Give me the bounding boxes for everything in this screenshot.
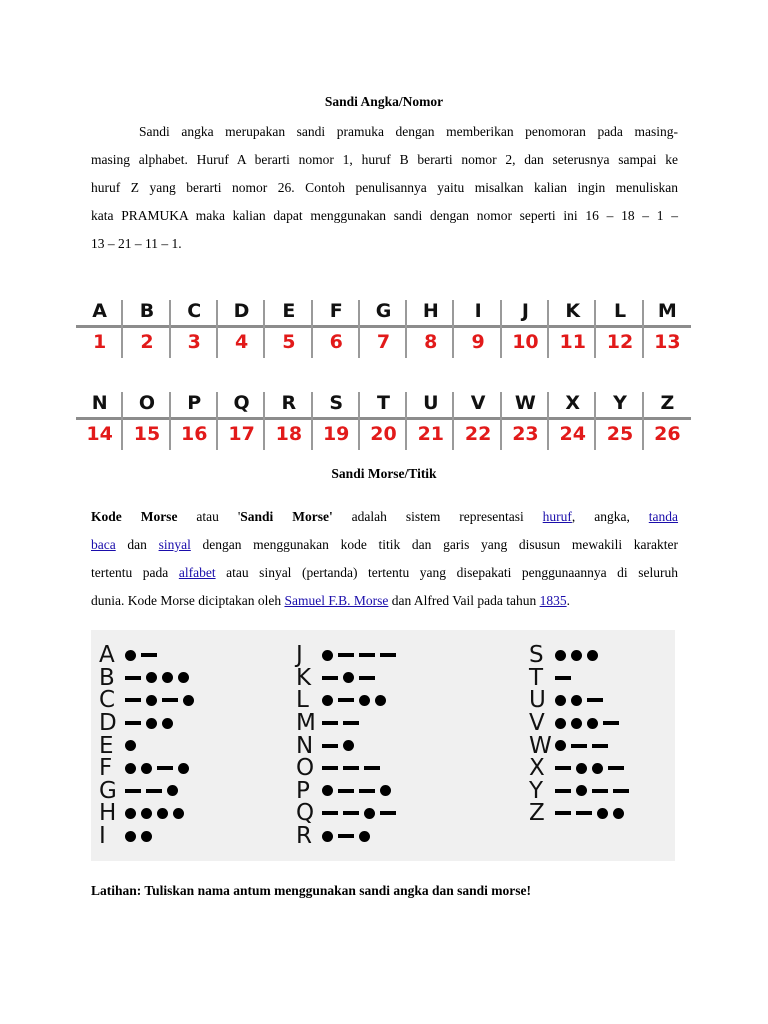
morse-code: [322, 785, 391, 796]
morse-dash: [338, 834, 354, 838]
morse-code: [555, 763, 624, 774]
cell-number: 26: [654, 423, 681, 445]
cell-letter: Y: [613, 392, 627, 414]
morse-dot: [375, 695, 386, 706]
morse-dash: [322, 811, 338, 815]
morse-dot: [576, 785, 587, 796]
morse-code: [322, 831, 370, 842]
morse-dash: [141, 653, 157, 657]
morse-item: [529, 802, 629, 825]
morse-dash: [125, 698, 141, 702]
morse-dash: [125, 676, 141, 680]
morse-code: [322, 650, 396, 661]
number-table-cell: [313, 298, 360, 362]
cell-letter: W: [514, 392, 536, 414]
morse-dot: [125, 740, 136, 751]
morse-dash: [322, 744, 338, 748]
morse-dash: [322, 721, 338, 725]
paragraph-text: dengan menggunakan kode titik dan garis yang disusun mewakili karakter: [190, 537, 678, 552]
morse-dash: [576, 811, 592, 815]
morse-dash: [157, 766, 173, 770]
morse-dot: [183, 695, 194, 706]
morse-dot: [571, 695, 582, 706]
morse-letter: Y: [529, 777, 544, 804]
cell-letter: I: [474, 300, 482, 322]
number-table-cell: [265, 298, 312, 362]
paragraph-text: dan: [115, 537, 159, 552]
morse-column: [529, 644, 629, 825]
cell-number: 17: [228, 423, 255, 445]
quote-mark: ': [237, 509, 241, 524]
morse-code: [125, 695, 194, 706]
morse-dot: [141, 808, 152, 819]
morse-letter: O: [296, 755, 315, 782]
cell-number: 23: [512, 423, 539, 445]
morse-dash: [555, 766, 571, 770]
link-alfabet[interactable]: alfabet: [178, 565, 216, 580]
morse-dot: [597, 808, 608, 819]
morse-letter: C: [99, 687, 116, 714]
cell-number: 20: [370, 423, 397, 445]
number-table-cell: [76, 298, 123, 362]
morse-letter: P: [296, 777, 310, 804]
morse-item: [296, 734, 396, 757]
cell-number: 3: [187, 331, 201, 353]
section-title-sandi-morse: Sandi Morse/Titik: [331, 466, 437, 481]
morse-letter: X: [529, 755, 545, 782]
morse-code: [322, 740, 354, 751]
morse-dash: [571, 744, 587, 748]
text-morse-quoted: Morse': [292, 509, 333, 524]
text-atau: atau: [196, 509, 219, 524]
paragraph-sandi-angka: [91, 118, 678, 258]
morse-dot: [359, 695, 370, 706]
number-table-row: [76, 390, 691, 454]
morse-dot: [146, 672, 157, 683]
morse-dot: [359, 831, 370, 842]
cell-letter: M: [657, 300, 677, 322]
morse-dot: [157, 808, 168, 819]
morse-item: [99, 664, 194, 691]
morse-code: [555, 650, 598, 661]
morse-dot: [322, 785, 333, 796]
morse-dot: [343, 740, 354, 751]
morse-item: [529, 664, 629, 691]
cell-letter: A: [92, 300, 107, 322]
morse-item: [529, 757, 629, 780]
cell-number: 6: [329, 331, 343, 353]
cell-letter: J: [521, 300, 529, 322]
cell-letter: D: [233, 300, 250, 322]
morse-dot: [125, 763, 136, 774]
cell-number: 4: [234, 331, 249, 353]
morse-code: [125, 763, 189, 774]
morse-dot: [592, 763, 603, 774]
morse-dash: [338, 789, 354, 793]
morse-letter: J: [296, 642, 303, 669]
morse-dot: [125, 808, 136, 819]
morse-letter: I: [99, 823, 106, 850]
morse-dot: [322, 695, 333, 706]
morse-item: [99, 712, 194, 735]
number-table-cell: [360, 298, 407, 362]
text-adalah: adalah: [351, 509, 387, 524]
number-table-cell: [502, 390, 549, 454]
morse-code: [555, 808, 624, 819]
morse-code: [125, 808, 184, 819]
morse-letter: U: [529, 687, 546, 714]
morse-letter: Q: [296, 800, 315, 827]
morse-code: [125, 740, 136, 751]
cell-letter: N: [91, 392, 108, 414]
morse-dash: [322, 766, 338, 770]
number-table-cell: [596, 298, 643, 362]
cell-letter: G: [375, 300, 392, 322]
morse-dash: [555, 789, 571, 793]
cell-number: 11: [559, 331, 586, 353]
number-table-cell: [502, 298, 549, 362]
cell-letter: F: [329, 300, 343, 322]
paragraph-sandi-morse: [91, 503, 678, 615]
cell-letter: X: [565, 392, 581, 414]
number-code-table: [76, 298, 691, 454]
morse-dot: [571, 718, 582, 729]
cell-letter: L: [613, 300, 627, 322]
paragraph-text: atau sinyal (pertanda) tertentu yang disepakati penggunaannya di seluruh: [215, 565, 678, 580]
morse-letter: F: [99, 755, 113, 782]
morse-dash: [608, 766, 624, 770]
morse-dash: [364, 766, 380, 770]
morse-dot: [125, 650, 136, 661]
morse-item: [296, 712, 396, 735]
cell-number: 1: [93, 331, 107, 353]
number-table-cell: [218, 390, 265, 454]
number-table-cell: [171, 298, 218, 362]
link-samuel-morse[interactable]: Samuel F.B. Morse: [284, 593, 389, 608]
morse-code: [555, 785, 629, 796]
cell-letter: S: [329, 392, 344, 414]
paragraph-text: dunia. Kode Morse diciptakan oleh: [91, 593, 285, 608]
cell-number: 21: [417, 423, 445, 445]
cell-letter: T: [377, 392, 390, 414]
number-table-cell: [454, 298, 501, 362]
morse-dash: [343, 766, 359, 770]
morse-dot: [571, 650, 582, 661]
morse-item: [529, 689, 629, 712]
paragraph-line: [91, 587, 678, 615]
paragraph-line: [91, 531, 678, 559]
morse-code: [555, 695, 603, 706]
cell-letter: O: [138, 392, 156, 414]
cell-number: 10: [512, 331, 539, 353]
morse-dot: [162, 672, 173, 683]
cell-letter: V: [470, 392, 486, 414]
morse-dot: [162, 718, 173, 729]
morse-column: [99, 642, 194, 850]
number-table-cell: [644, 298, 691, 362]
morse-code: [322, 695, 386, 706]
cell-letter: R: [281, 392, 297, 414]
morse-dash: [125, 789, 141, 793]
number-table-cell: [123, 390, 170, 454]
morse-dot: [141, 831, 152, 842]
cell-number: 12: [606, 331, 634, 353]
morse-dot: [178, 763, 189, 774]
cell-letter: Z: [660, 392, 675, 414]
morse-dash: [359, 676, 375, 680]
text-sistem: sistem: [405, 509, 441, 524]
number-table-row: [76, 298, 691, 362]
morse-letter: G: [99, 777, 117, 804]
number-table-cell: [549, 390, 596, 454]
morse-dash: [555, 676, 571, 680]
morse-dash: [146, 789, 162, 793]
morse-item: [99, 825, 194, 848]
cell-letter: Q: [233, 392, 250, 414]
morse-dash: [613, 789, 629, 793]
text-huruf: [543, 509, 576, 524]
morse-dash: [359, 789, 375, 793]
cell-number: 9: [471, 331, 485, 353]
morse-letter: L: [296, 687, 309, 714]
morse-letter: H: [99, 800, 117, 827]
morse-code: [322, 808, 396, 819]
morse-letter: W: [529, 732, 552, 759]
link-tanda[interactable]: tanda: [648, 509, 679, 524]
cell-number: 19: [322, 423, 350, 445]
cell-letter: C: [187, 300, 202, 322]
paragraph-line: [91, 559, 678, 587]
morse-dot: [322, 831, 333, 842]
morse-dot: [167, 785, 178, 796]
morse-dot: [364, 808, 375, 819]
paragraph-line: [91, 503, 678, 531]
morse-item: [99, 802, 194, 825]
morse-dash: [322, 676, 338, 680]
morse-item: [99, 734, 194, 757]
morse-code: [322, 766, 380, 770]
paragraph-line: Sandi angka merupakan sandi pramuka dengan memberikan penomoran pada masing-: [139, 124, 678, 139]
morse-item: [529, 644, 629, 667]
number-table-cell: [644, 390, 691, 454]
cell-letter: P: [187, 392, 202, 414]
morse-code: [555, 718, 619, 729]
morse-letter: B: [99, 664, 115, 691]
text-representasi: representasi: [459, 509, 524, 524]
morse-item: [99, 644, 194, 667]
morse-dash: [603, 721, 619, 725]
morse-letter: R: [296, 823, 312, 850]
cell-number: 18: [275, 423, 303, 445]
cell-number: 13: [654, 331, 681, 353]
morse-letter: K: [296, 664, 312, 691]
morse-code: [555, 740, 608, 751]
period: .: [566, 593, 570, 608]
exercise-instruction: Latihan: Tuliskan nama antum menggunakan sandi angka dan sandi morse!: [91, 883, 532, 898]
cell-number: 14: [86, 423, 113, 445]
morse-item: [296, 644, 396, 667]
morse-item: [296, 802, 396, 825]
morse-dot: [343, 672, 354, 683]
number-table-cell: [549, 298, 596, 362]
paragraph-line: 13 – 21 – 11 – 1.: [91, 236, 182, 251]
paragraph-text: tertentu pada: [91, 565, 179, 580]
morse-code: [125, 831, 152, 842]
morse-dot: [178, 672, 189, 683]
morse-code: [125, 718, 173, 729]
cell-number: 25: [606, 423, 634, 445]
cell-number: 24: [559, 423, 586, 445]
morse-dot: [555, 650, 566, 661]
morse-dot: [380, 785, 391, 796]
number-table-cell: [265, 390, 312, 454]
text-kode: Kode: [91, 509, 122, 524]
morse-dot: [587, 650, 598, 661]
paragraph-text: dan Alfred Vail pada tahun: [388, 593, 540, 608]
morse-item: [296, 664, 396, 691]
number-table-cell: [596, 390, 643, 454]
cell-letter: U: [423, 392, 439, 414]
morse-letter: D: [99, 710, 117, 737]
text-sandi: Sandi: [240, 509, 274, 524]
number-table-cell: [407, 390, 454, 454]
morse-dash: [343, 721, 359, 725]
morse-dash: [592, 789, 608, 793]
morse-dot: [146, 718, 157, 729]
morse-dot: [322, 650, 333, 661]
number-table-cell: [218, 298, 265, 362]
number-table-cell: [360, 390, 407, 454]
morse-letter: A: [99, 642, 115, 669]
number-table-cell: [76, 390, 123, 454]
morse-code: [322, 721, 359, 725]
number-table-cell: [123, 298, 170, 362]
morse-item: [99, 757, 194, 780]
morse-code: [555, 676, 571, 680]
morse-dot: [173, 808, 184, 819]
morse-item: [296, 777, 396, 804]
morse-letter: S: [529, 642, 544, 669]
comma: ,: [571, 509, 576, 524]
morse-dash: [343, 811, 359, 815]
text-angka: angka,: [594, 509, 630, 524]
paragraph-line: masing alphabet. Huruf A berarti nomor 1, huruf B berarti nomor 2, dan seterusnya sampai ke: [91, 152, 678, 167]
morse-dot: [125, 831, 136, 842]
morse-dash: [125, 721, 141, 725]
morse-code: [125, 785, 178, 796]
morse-letter: E: [99, 732, 114, 759]
morse-code: [125, 650, 157, 661]
morse-dash: [162, 698, 178, 702]
paragraph-line: huruf Z yang berarti nomor 26. Contoh penulisannya yaitu misalkan kalian ingin menuliskan: [91, 180, 678, 195]
morse-item: [529, 777, 629, 804]
morse-letter: M: [296, 710, 316, 737]
morse-dash: [338, 653, 354, 657]
morse-dot: [141, 763, 152, 774]
morse-item: [529, 734, 629, 757]
paragraph-line: kata PRAMUKA maka kalian dapat menggunakan sandi dengan nomor seperti ini 16 – 18 – 1 –: [91, 208, 678, 223]
morse-item: [99, 777, 194, 804]
morse-letter: Z: [529, 800, 545, 827]
text-sandi-morse: [238, 509, 273, 524]
morse-dash: [380, 811, 396, 815]
link-baca[interactable]: baca: [91, 537, 116, 552]
morse-dot: [587, 718, 598, 729]
morse-letter: N: [296, 732, 314, 759]
morse-dash: [338, 698, 354, 702]
morse-dot: [555, 718, 566, 729]
number-table-cell: [313, 390, 360, 454]
cell-number: 22: [464, 423, 492, 445]
morse-code-chart: [91, 630, 675, 861]
morse-column: [296, 642, 396, 850]
link-huruf[interactable]: huruf: [542, 509, 572, 524]
morse-item: [296, 689, 396, 712]
cell-letter: K: [565, 300, 581, 322]
morse-dot: [613, 808, 624, 819]
morse-dash: [359, 653, 375, 657]
morse-dot: [555, 740, 566, 751]
morse-item: [296, 825, 396, 848]
morse-item: [529, 712, 629, 735]
morse-item: [99, 689, 194, 712]
cell-number: 5: [282, 331, 296, 353]
number-table-cell: [454, 390, 501, 454]
morse-dash: [592, 744, 608, 748]
morse-code: [125, 672, 189, 683]
cell-letter: H: [422, 300, 439, 322]
number-table-cell: [171, 390, 218, 454]
morse-dash: [555, 811, 571, 815]
morse-dot: [146, 695, 157, 706]
cell-number: 15: [133, 423, 161, 445]
cell-number: 7: [376, 331, 391, 353]
cell-number: 2: [140, 331, 154, 353]
morse-dot: [576, 763, 587, 774]
cell-letter: E: [282, 300, 296, 322]
link-sinyal[interactable]: sinyal: [158, 537, 191, 552]
cell-number: 8: [424, 331, 438, 353]
cell-number: 16: [181, 423, 208, 445]
section-title-sandi-angka: Sandi Angka/Nomor: [324, 94, 444, 109]
morse-dash: [587, 698, 603, 702]
morse-dot: [555, 695, 566, 706]
number-table-cell: [407, 298, 454, 362]
morse-letter: T: [529, 664, 544, 691]
morse-item: [296, 757, 396, 780]
cell-letter: B: [139, 300, 155, 322]
morse-dash: [380, 653, 396, 657]
link-1835[interactable]: 1835: [539, 593, 567, 608]
morse-letter: V: [529, 710, 545, 737]
text-morse: Morse: [140, 509, 178, 524]
morse-code: [322, 672, 375, 683]
